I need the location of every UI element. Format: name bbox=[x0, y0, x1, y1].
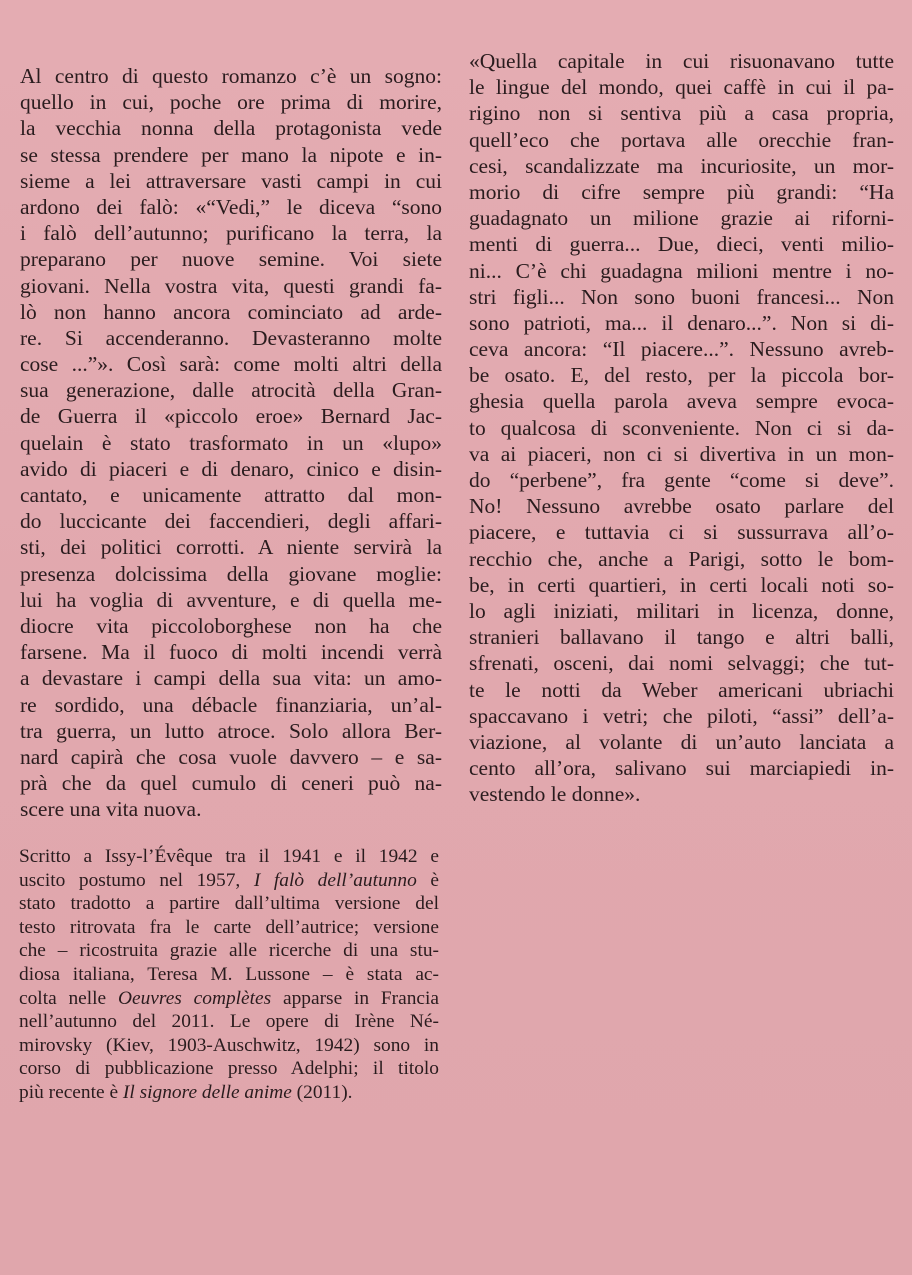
excerpt-line: sono patrioti, ma... il denaro...”. Non si di- bbox=[469, 310, 894, 335]
synopsis-line: Al centro di questo romanzo c’è un sogno: bbox=[20, 64, 442, 88]
excerpt-line: ghesia quella parola aveva sempre evoca- bbox=[469, 389, 894, 414]
synopsis-line: ardono dei falò: «“Vedi,” le diceva “sono bbox=[20, 194, 442, 219]
book-title: I falò dell’autunno bbox=[253, 869, 417, 891]
excerpt-line: be osato. E, del resto, per la piccola bor- bbox=[469, 363, 894, 388]
bio-line: uscito postumo nel 1957, I falò dell’autunno è bbox=[19, 869, 439, 891]
excerpt-line: ni... C’è chi guadagna milioni mentre i no- bbox=[469, 258, 894, 283]
excerpt-line: rigino non si sentiva più a casa propria, bbox=[469, 101, 894, 126]
synopsis-line: lui ha voglia di avventure, e di quella me- bbox=[20, 587, 442, 612]
excerpt-line: morio di cifre sempre più grandi: “Ha bbox=[469, 179, 894, 204]
excerpt-line: vestendo le donne». bbox=[469, 782, 641, 807]
synopsis-line: scere una vita nuova. bbox=[20, 797, 202, 822]
excerpt-line: to qualcosa di sconveniente. Non ci si da- bbox=[469, 415, 894, 440]
excerpt-line: cesi, scandalizzate ma incuriosite, un mor- bbox=[469, 153, 894, 178]
excerpt-column bbox=[469, 48, 894, 807]
excerpt-line: piacere, e tuttavia ci si sussurrava all’o- bbox=[469, 520, 894, 545]
bio-line: corso di pubblicazione presso Adelphi; il titolo bbox=[19, 1058, 439, 1080]
synopsis-line: re. Si accenderanno. Devasteranno molte bbox=[20, 325, 442, 350]
excerpt-line: stri figli... Non sono buoni francesi... Non bbox=[469, 284, 894, 309]
synopsis-line: giovani. Nella vostra vita, questi grandi fa- bbox=[20, 273, 442, 298]
excerpt-line: lo agli iniziati, militari in licenza, donne, bbox=[469, 598, 894, 623]
synopsis-line: preparano per nuove semine. Voi siete bbox=[20, 247, 442, 272]
synopsis-line: de Guerra il «piccolo eroe» Bernard Jac- bbox=[20, 404, 442, 429]
excerpt-line: quell’eco che portava alle orecchie fran- bbox=[469, 127, 894, 152]
bio-line: colta nelle Oeuvres complètes apparse in Francia bbox=[19, 987, 439, 1009]
synopsis-line: cantato, e unicamente attratto dal mon- bbox=[20, 483, 442, 507]
synopsis-line: do luccicante dei faccendieri, degli affari- bbox=[20, 509, 442, 534]
synopsis-line: re sordido, una débacle finanziaria, un’al- bbox=[20, 692, 442, 717]
synopsis-line: sua generazione, dalle atrocità della Gran- bbox=[20, 378, 442, 403]
bio-line: testo ritrovata fra le carte dell’autrice; versione bbox=[19, 916, 439, 938]
author-bio bbox=[19, 845, 439, 1105]
excerpt-line: menti di guerra... Due, dieci, venti milio- bbox=[469, 232, 894, 257]
bio-line: che – ricostruita grazie alle ricerche di una stu- bbox=[19, 940, 439, 962]
excerpt-line: guadagnato un milione grazie ai riforni- bbox=[469, 206, 894, 231]
edition-title: Oeuvres complètes bbox=[117, 987, 272, 1009]
synopsis-column bbox=[20, 63, 442, 822]
synopsis-line: a devastare i campi della sua vita: un amo- bbox=[20, 666, 442, 691]
synopsis-line: sieme a lei attraversare vasti campi in cui bbox=[20, 168, 442, 193]
excerpt-line: «Quella capitale in cui risuonavano tutte bbox=[469, 49, 894, 73]
bio-line: più recente è Il signore delle anime (2011). bbox=[19, 1081, 353, 1103]
excerpt-line: No! Nessuno avrebbe osato parlare del bbox=[469, 494, 894, 519]
excerpt-line: stranieri ballavano il tango e altri balli, bbox=[469, 625, 894, 650]
synopsis-line: avido di piaceri e di denaro, cinico e disin- bbox=[20, 456, 442, 481]
bio-line: diosa italiana, Teresa M. Lussone – è stata ac- bbox=[19, 963, 439, 985]
synopsis-line: diocre vita piccoloborghese non ha che bbox=[20, 613, 442, 638]
synopsis-line: prà che da quel cumulo di ceneri può na- bbox=[20, 771, 442, 796]
bio-line: Scritto a Issy-l’Évêque tra il 1941 e il 1942 e bbox=[19, 846, 439, 867]
synopsis-line: nard capirà che cosa vuole davvero – e sa- bbox=[20, 744, 442, 769]
synopsis-line: se stessa prendere per mano la nipote e in- bbox=[20, 142, 442, 167]
bio-line: nell’autunno del 2011. Le opere di Irène Né- bbox=[19, 1011, 439, 1033]
synopsis-line: farsene. Ma il fuoco di molti incendi verrà bbox=[20, 640, 442, 665]
excerpt-line: cento all’ora, salivano sui marciapiedi in- bbox=[469, 756, 894, 781]
synopsis-line: lò non hanno ancora cominciato ad arde- bbox=[20, 299, 442, 324]
recent-title: Il signore delle anime bbox=[122, 1081, 292, 1103]
synopsis-line: quelain è stato trasformato in un «lupo» bbox=[20, 430, 442, 455]
excerpt-line: do “perbene”, fra gente “come si deve”. bbox=[469, 468, 894, 492]
synopsis-line: i falò dell’autunno; purificano la terra, la bbox=[20, 221, 442, 246]
synopsis-line: la vecchia nonna della protagonista vede bbox=[20, 116, 442, 141]
excerpt-line: ceva ancora: “Il piacere...”. Nessuno avreb- bbox=[469, 337, 894, 362]
synopsis-line: sti, dei politici corrotti. A niente servirà la bbox=[20, 535, 442, 560]
excerpt-line: le lingue del mondo, quei caffè in cui il pa- bbox=[469, 75, 894, 100]
excerpt-line: sfrenati, osceni, dai nomi selvaggi; che tut- bbox=[469, 651, 894, 676]
excerpt-line: spaccavano i vetri; che piloti, “assi” dell’a- bbox=[469, 703, 894, 728]
excerpt-line: va ai piaceri, non ci si divertiva in un mon- bbox=[469, 441, 894, 466]
synopsis-line: cose ...”». Così sarà: come molti altri della bbox=[20, 352, 442, 377]
excerpt-line: recchio che, anche a Parigi, sotto le bom- bbox=[469, 546, 894, 571]
bio-line: mirovsky (Kiev, 1903-Auschwitz, 1942) sono in bbox=[19, 1034, 439, 1056]
synopsis-line: presenza dolcissima della giovane moglie: bbox=[20, 561, 442, 586]
synopsis-line: quello in cui, poche ore prima di morire, bbox=[20, 90, 442, 115]
excerpt-line: viazione, al volante di un’auto lanciata a bbox=[469, 729, 894, 754]
bio-line: stato tradotto a partire dall’ultima versione del bbox=[19, 893, 439, 915]
excerpt-line: be, in certi quartieri, in certi locali noti so- bbox=[469, 572, 894, 597]
excerpt-line: te le notti da Weber americani ubriachi bbox=[469, 677, 894, 702]
synopsis-line: tra guerra, un lutto atroce. Solo allora Ber- bbox=[20, 718, 442, 743]
